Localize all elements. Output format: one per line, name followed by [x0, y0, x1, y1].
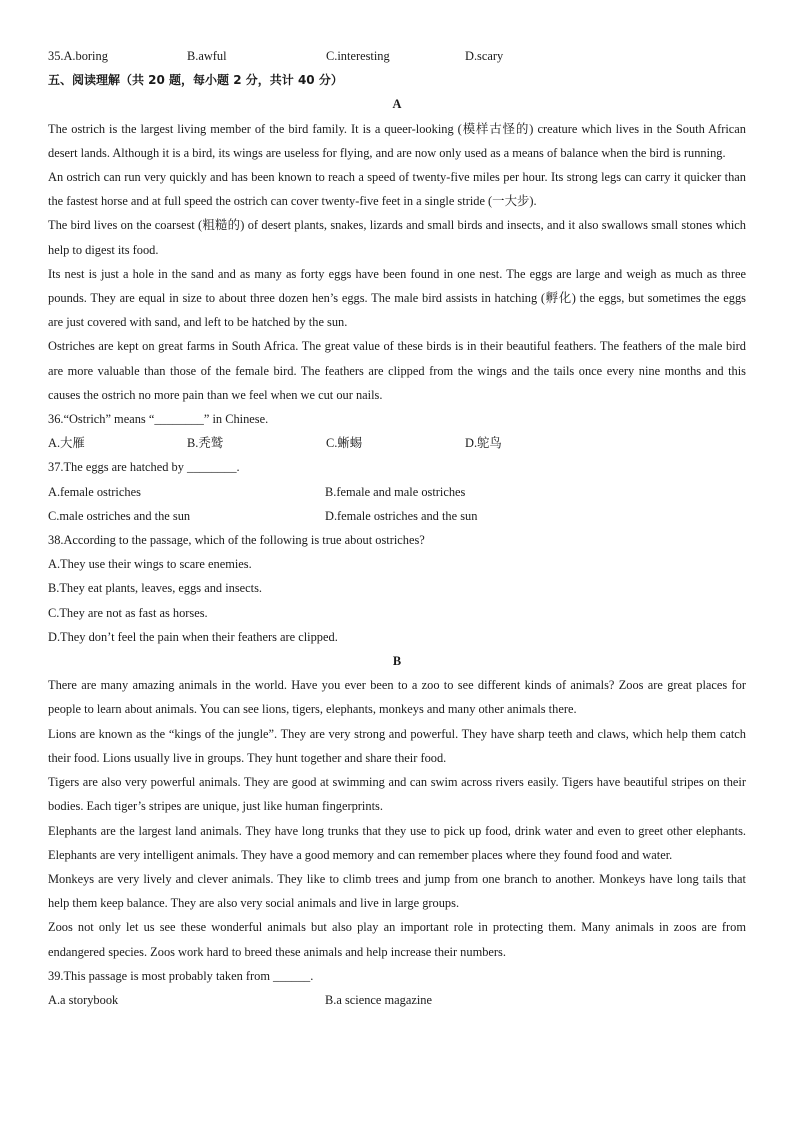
passage-b-paragraph: Zoos not only let us see these wonderful animals but also play an important role in protecting them. Many animals in zoos are from endangered species. Zoos work hard to breed these animals and help increase their numbers. — [48, 920, 746, 959]
q38-option-b: B.They eat plants, leaves, eggs and insects. — [48, 581, 263, 596]
passage-b-paragraph: There are many amazing animals in the world. Have you ever been to a zoo to see different kinds of animals? Zoos are great places for people to learn about animals. You can see lions, tigers, elephants, monkeys and many other animals there. — [48, 678, 746, 717]
q37-option-b: B.female and male ostriches — [325, 484, 466, 499]
q36-option-c: C.蜥蜴 — [326, 436, 363, 451]
q38-stem: 38.According to the passage, which of the following is true about ostriches? — [48, 533, 425, 548]
q35-option-b: B.awful — [187, 49, 227, 63]
q35-option-c: C.interesting — [326, 49, 390, 63]
q36-stem: 36.“Ostrich” means “________” in Chinese. — [48, 412, 269, 427]
q39-options — [48, 988, 746, 1012]
q38-option-c: C.They are not as fast as horses. — [48, 605, 208, 620]
q37-options-row1 — [48, 480, 746, 504]
section-title: 五、阅读理解（共 20 题，每小题 2 分，共计 40 分） — [48, 73, 343, 88]
passage-b-paragraph: Lions are known as the “kings of the jungle”. They are very strong and powerful. They have sharp teeth and claws, which help them catch their food. Lions usually live in groups. They hunt together and share their food. — [48, 726, 746, 765]
q37-options-row2 — [48, 504, 746, 528]
q39-option-a: A.a storybook — [48, 992, 119, 1007]
passage-b-paragraph: Monkeys are very lively and clever animals. They like to climb trees and jump from one branch to another. Monkeys have long tails that help them keep balance. They are also very social animals and live in large groups. — [48, 871, 746, 911]
passage-a-paragraph: The ostrich is the largest living member of the bird family. It is a queer-looking (模样古怪的) creature which lives in the South African desert lands. Although it is a bird, its wings are useless for flying, and are now only used as a means of balance when the bird is running. — [48, 121, 746, 160]
passage-a-paragraph: An ostrich can run very quickly and has been known to reach a speed of twenty-five miles per hour. Its strong legs can carry it quicker than the fastest horse and at full speed the ostrich can cover twenty-five feet in a single stride (一大步). — [48, 170, 746, 209]
q36-option-d: D.鸵鸟 — [465, 436, 502, 451]
q35-options — [48, 44, 746, 68]
q37-stem: 37.The eggs are hatched by ________. — [48, 460, 240, 475]
q35-option-a: 35.A.boring — [48, 49, 108, 63]
q39-option-b: B.a science magazine — [325, 992, 432, 1007]
passage-a-label: A — [392, 97, 402, 112]
passage-a-paragraph: Ostriches are kept on great farms in South Africa. The great value of these birds is in their beautiful feathers. The feathers of the male bird are more valuable than those of the female bird. The feathers are clipped from the wings and the tails once every nine months and this causes the ostrich no more pain than we feel when we cut our nails. — [48, 339, 746, 402]
q38-option-d: D.They don’t feel the pain when their feathers are clipped. — [48, 629, 338, 644]
exam-page — [48, 44, 746, 1012]
passage-a-paragraph: The bird lives on the coarsest (粗糙的) of desert plants, snakes, lizards and small birds and insects, and it also swallows small stones which help to digest its food. — [48, 218, 746, 257]
passage-b-paragraph: Tigers are also very powerful animals. They are good at swimming and can swim across rivers easily. Tigers have beautiful stripes on their bodies. Each tiger’s stripes are unique, just like human fingerprints. — [48, 775, 746, 814]
q35-option-d: D.scary — [465, 49, 504, 63]
q37-option-a: A.female ostriches — [48, 484, 141, 499]
q36-options — [48, 431, 746, 455]
q37-option-d: D.female ostriches and the sun — [325, 508, 478, 523]
q38-option-a: A.They use their wings to scare enemies. — [48, 557, 252, 572]
passage-b-label: B — [392, 654, 402, 669]
passage-b-paragraph: Elephants are the largest land animals. They have long trunks that they use to pick up food, drink water and even to greet other elephants. Elephants are very intelligent animals. They have a good memory and can remember places where they found food and water. — [48, 823, 746, 862]
q37-option-c: C.male ostriches and the sun — [48, 508, 191, 523]
q36-option-a: A.大雁 — [48, 436, 85, 451]
q39-stem: 39.This passage is most probably taken from ______. — [48, 968, 314, 983]
passage-a-paragraph: Its nest is just a hole in the sand and as many as forty eggs have been found in one nest. The eggs are large and weigh as much as three pounds. They are equal in size to about three dozen hen’s eggs. The male bird assists in hatching (孵化) the eggs, but sometimes the eggs are just covered with sand, and left to be hatched by the sun. — [48, 266, 746, 330]
q36-option-b: B.秃鹫 — [187, 436, 224, 451]
